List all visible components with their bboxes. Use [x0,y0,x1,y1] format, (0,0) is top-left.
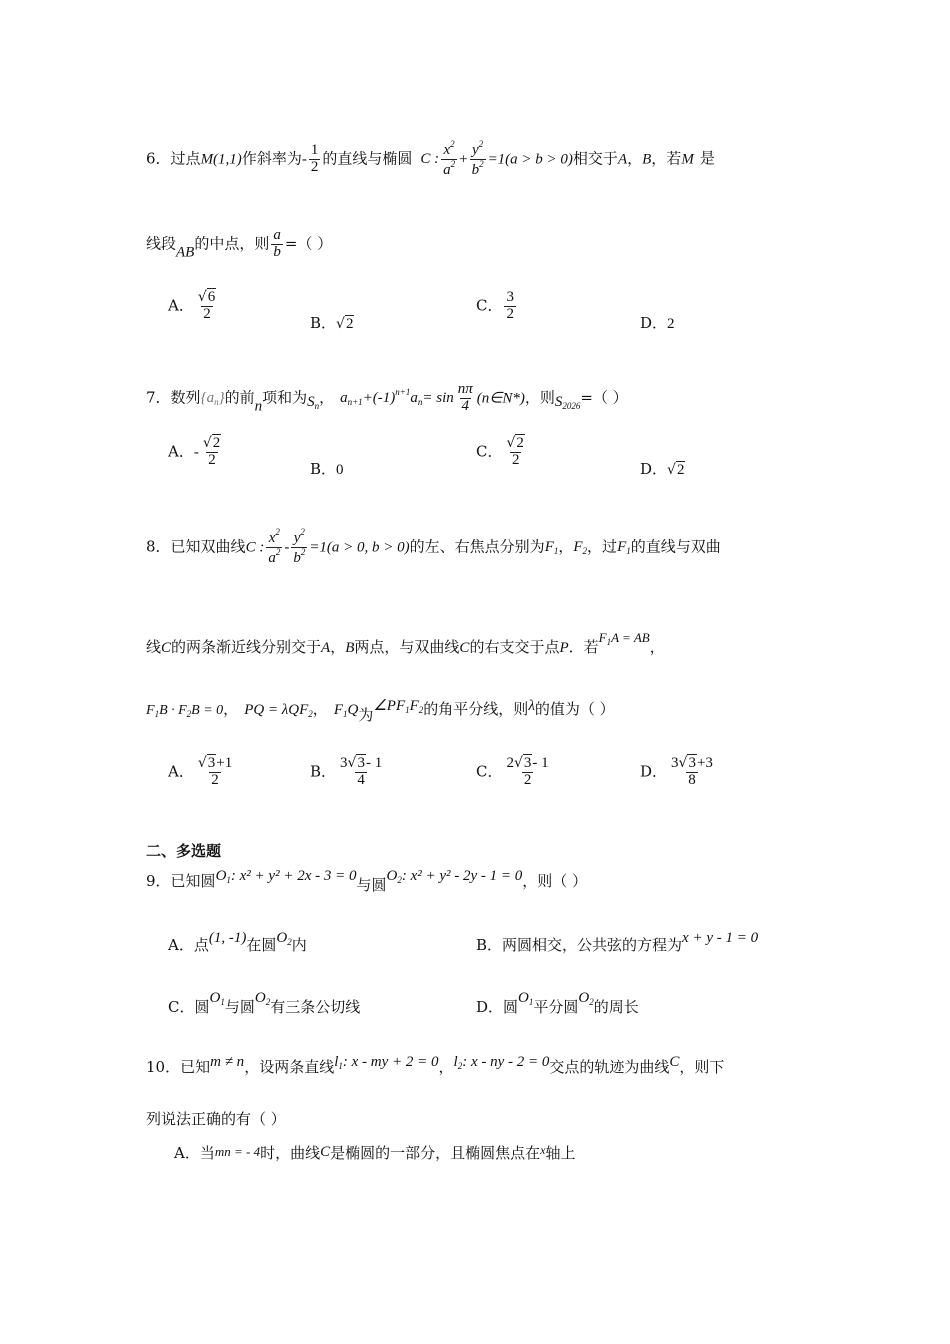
option-text: 当 [199,1144,215,1162]
q8-F1Q: Q [347,702,359,718]
denominator: 4 [357,771,365,788]
q8-line1: 8．已知双曲线C : $\frac{x^2}{a^2}$ - $\frac{y^2}{b^2}$ =1(a > 0, b > 0)的左、右焦点分别为$F_1$，$F_2$，过$F_1$的直线与双曲 [146,527,721,566]
q8-dot-product: $F_1B \cdot F_2B = 0$ [146,703,224,719]
radicand: 3 [523,755,532,771]
option-text: 圆 [503,998,519,1016]
q7-text: 数列 [170,388,201,407]
option-label: B． [310,314,337,332]
q6-slope-den: 2 [310,158,319,175]
q6-slope [309,143,321,176]
radicand: 2 [345,316,354,332]
q9-text: 已知圆 [170,872,216,890]
denominator: 2 [203,305,211,322]
q9-circle1-eq: $O_1$: x² + y² + 2x - 3 = 0 [215,868,357,885]
q7-sin-arg [456,382,475,415]
q8-text: 已知双曲线 [170,537,246,556]
option-value: $\frac{√6}{2}$ [197,289,216,322]
num-tail: +3 [696,755,713,771]
q8-line2 [146,630,665,657]
recur-plus: +(-1) [362,390,396,407]
hyp-y: y [293,530,301,546]
q7-n: n [254,398,263,415]
q8-F1: F [544,539,554,556]
q6-text: 过点 [170,149,201,168]
q10-number: 10． [146,1058,181,1076]
option-text: 圆 [194,998,210,1016]
numerator: 3 [506,289,514,305]
q9-option-d[interactable]: D．圆$O_1$平分圆$O_2$的周长 [476,990,639,1016]
q8-text: 为 [358,706,374,724]
q9-O: O [578,990,590,1006]
sign: - [193,444,199,461]
option-label: A． [168,296,194,315]
q6-A: A [617,151,628,168]
option-value: 2 [667,316,675,332]
q9-O: O [518,990,529,1006]
q9-option-c[interactable]: C．圆$O_1$与圆$O_2$有三条公切线 [168,990,361,1016]
q7-domain: (n∈N*) [476,390,525,407]
q9-option-a[interactable]: A．点(1, -1)在圆$O_2$内 [168,930,307,954]
q10-text: ，设两条直线 [244,1058,335,1076]
option-label: A． [168,936,194,954]
q9-text: 与圆 [356,876,387,894]
option-label: C． [476,296,503,315]
coefficient: 3 [671,755,679,771]
denominator: 8 [688,771,696,788]
option-label: C． [168,998,195,1016]
q8-text: 的值为（ ） [534,700,615,718]
q6-ellipse-label: C : [420,151,440,168]
q8-option-d[interactable]: D． $\frac{3√3+3}{8}$ [640,755,713,788]
q8-B: B [345,640,355,656]
section-heading: 二、多选题 [146,842,222,860]
option-text: 平分圆 [533,998,579,1016]
coefficient: 2 [506,755,514,771]
q6-option-d[interactable] [640,312,675,333]
denominator: 2 [523,771,532,788]
option-label: A． [174,1144,200,1162]
q10-line2: 列说法正确的有（ ） [146,1110,286,1128]
option-label: D． [640,314,668,332]
sin-num: nπ [457,381,473,397]
q10-l1-eq: : x - my + 2 = 0 [342,1054,439,1070]
q8-angle-pf: ∠PF [373,698,406,714]
denominator: 2 [511,451,520,468]
q10-text: ，则下 [679,1058,725,1076]
option-label: A． [168,442,194,461]
option-value: 0 [336,462,344,478]
hyp-b: b [293,549,301,566]
option-label: C． [476,442,503,461]
q8-A: A [321,640,331,656]
option-text: 是椭圆的一部分，且椭圆焦点在 [330,1144,541,1162]
q8-text: ，过 [587,537,618,556]
q6-comma: ， [627,149,643,168]
radicand: 2 [516,435,524,451]
ratio-den: b [273,243,281,260]
radicand: 3 [207,755,216,771]
radicand: 3 [357,755,365,771]
q6-ellipse-xfrac: $\frac{x^2}{a^2}$ [443,139,456,178]
q10-l2-eq: : x - ny - 2 = 0 [462,1054,550,1070]
option-label: B． [476,936,503,954]
option-text: 的周长 [593,998,639,1016]
q7-option-d[interactable]: D．√2 [640,460,685,478]
q10-line1-eq: $l_1$: x - my + 2 = 0 [334,1054,439,1071]
q9-O: O [276,930,288,946]
q10-line2-eq: $l_2$: x - ny - 2 = 0 [453,1054,550,1071]
q9-O: O [386,868,398,884]
hyp-minus: - [284,539,290,556]
recur-sup: n+1 [395,387,411,398]
radicand: 2 [676,462,685,478]
recur-eq: = sin [422,390,454,407]
recur-sub: n+1 [347,397,363,408]
q10-x-axis: x [540,1143,546,1157]
q9-O: O [215,868,227,884]
q7-Sn: S [307,394,315,411]
q6-ellipse-tail: =1(a > b > 0) [487,151,573,168]
q8-lambda: λ [528,698,535,714]
q8-angle: $\angle PF_1F_2$ [373,698,424,715]
q9-chord-eq: x + y - 1 = 0 [682,930,759,946]
q9-O: O [209,990,221,1006]
q6-option-a[interactable] [168,290,220,323]
q10-l: l [334,1054,339,1070]
q6-text: 的中点，则 [194,234,270,253]
option-text: 时，曲线 [260,1144,321,1162]
q6-text: 作斜率为 [241,149,302,168]
q6-number: 6． [146,149,171,168]
q7-option-b[interactable] [310,458,344,479]
q9-text: ，则（ ） [522,872,588,890]
ellipse-y: y [471,142,479,158]
ellipse-a: a [443,161,451,178]
radicand: 3 [688,755,696,771]
q8-F1: F [617,539,627,556]
q6-point: M(1,1) [200,151,242,168]
option-text: 内 [291,936,307,954]
q10-C: C [320,1144,331,1160]
q8-P: P [559,640,569,656]
q8-text: 的直线与双曲 [630,537,721,556]
option-label: A． [168,762,194,781]
q9-line1 [146,868,587,895]
coefficient: 3 [340,755,348,771]
q8-F1A-eq: A = AB [611,630,650,645]
q8-F2: F [573,539,583,556]
option-label: D． [476,998,504,1016]
q7-text: 项和为 [262,388,308,407]
q10-text: 交点的轨迹为曲线 [549,1058,670,1076]
option-label: D． [640,460,668,478]
q7-option-c[interactable]: C． $\frac{√2}{2}$ [476,435,524,468]
q6-line2 [146,228,332,261]
q6-ratio [271,228,283,261]
q8-F1: F [146,703,155,718]
option-text: 点 [193,936,209,954]
hyp-a: a [268,549,276,566]
radicand: 6 [207,289,216,305]
q6-line1: 6．过点M(1,1)作斜率为- $\frac{1}{2}$ 的直线与椭圆 C : $\frac{x^2}{a^2}$ + $\frac{y^2}{b^2}$ =1(a > b > 0)相交于A，B，若M 是 [146,139,715,178]
q7-text: ， [319,388,335,407]
option-label: C． [476,762,503,781]
q9-O1-eq: : x² + y² + 2x - 3 = 0 [230,868,357,884]
q9-number: 9． [146,872,171,890]
denominator: 2 [211,771,219,788]
q9-O2-eq: : x² + y² - 2y - 1 = 0 [401,868,523,884]
ratio-num: a [273,227,281,243]
q10-C: C [669,1054,680,1070]
hyp-x: x [268,530,276,546]
q10-l: l [453,1054,458,1070]
q8-hyperbola-tail: =1(a > 0, b > 0) [309,539,410,556]
q6-text: 相交于 [572,149,618,168]
q7-an: a [206,390,215,407]
q8-text: 两点，与双曲线 [354,638,460,656]
q6-text: 线段 [146,234,177,253]
q8-angle-f: F [409,698,419,714]
q8-text: ．若 [568,638,599,656]
q7-option-a[interactable]: A．- $\frac{√2}{2}$ [168,435,221,468]
q8-text: 的右支交于点 [469,638,560,656]
q6-option-c[interactable] [476,290,518,323]
denominator: 2 [506,305,514,322]
q9-point: (1, -1) [208,930,247,946]
option-text: 两圆相交，公共弦的方程为 [502,936,683,954]
q8-text: ， [312,700,328,718]
q10-text: 已知 [180,1058,211,1076]
q8-option-c[interactable]: C． $\frac{2√3- 1}{2}$ [476,755,549,788]
q6-B: B [642,151,652,168]
q10-option-a[interactable] [174,1142,576,1163]
q8-text: ， [649,638,665,656]
q8-vector-eq: $F_1A$ = AB [598,630,650,647]
q7-recurrence [340,387,454,408]
q8-dot: B · F [159,703,187,718]
q8-option-b[interactable]: B． $\frac{3√3- 1}{4}$ [310,755,383,788]
q8-pq: PQ = λQF$_2$ [244,702,313,719]
q7-text: ，则 [524,388,555,407]
q8-text: 的两条渐近线分别交于 [171,638,322,656]
option-text: 与圆 [224,998,255,1016]
q8-C: C [459,640,470,656]
option-label: D． [640,762,668,781]
sin-den: 4 [461,397,470,414]
q8-dot2: B = 0 [191,703,224,718]
denominator: 2 [208,451,216,468]
q8-hyperbola-label: C : [245,539,265,556]
q8-C: C [161,640,172,656]
radicand: 2 [212,435,221,451]
q9-O: O [254,990,266,1006]
q8-text: 的左、右焦点分别为 [409,537,545,556]
q8-text: ， [558,537,574,556]
q8-line3: $F_1B \cdot F_2B = 0$， PQ = λQF$_2$， $F_1Q$为$\angle PF_1F_2$的角平分线，则λ的值为（ ） [146,698,615,724]
option-label: B． [310,460,337,478]
q6-text: 是 [699,149,715,168]
q8-F1: F [598,630,607,645]
num-tail: +1 [216,755,233,771]
option-label: B． [310,762,337,781]
q7-paren: =（ ） [580,388,628,407]
option-text: 在圆 [246,936,277,954]
q7-S2026: S [554,394,563,411]
q10-text: ， [438,1058,454,1076]
recur-a: a [410,390,418,407]
q6-option-b[interactable]: B．√2 [310,314,354,332]
q7-S2026-sub: 2026 [562,401,581,412]
q8-PQ: PQ = λQF [244,702,309,718]
q7-line1: 7．数列$\{a_n\}$的前n项和为$S_n$， $a_{n+1}+(-1)^{n+1}a_n= \sin$ $\frac{n\pi}{4}$ (n∈N*)，则$S_{2026}=$（ ） [146,381,628,415]
option-text: 轴上 [545,1144,576,1162]
num-tail: - 1 [365,755,383,771]
q10-m-neq-n: m ≠ n [210,1054,245,1070]
q6-M: M [681,151,694,168]
q8-text: ， [223,700,239,718]
q9-circle2-eq: $O_2$: x² + y² - 2y - 1 = 0 [386,868,523,885]
q8-text: ， [330,638,346,656]
q10-mn-value: mn = - 4 [214,1144,261,1159]
q7-number: 7． [146,388,171,407]
recur-sub: n [417,397,423,408]
q6-paren: =（ ） [284,234,333,253]
q6-slope-num: 1 [310,142,319,158]
q10-line1 [146,1054,724,1077]
q6-text: 的直线与椭圆 [322,149,413,168]
q6-ellipse-yfrac: $\frac{y^2}{b^2}$ [471,139,484,178]
q8-text: 线 [146,638,162,656]
q8-F1: F [333,702,343,718]
q6-text: ，若 [651,149,682,168]
num-tail: - 1 [532,755,549,771]
q7-text: 的前 [224,388,255,407]
ellipse-x: x [443,142,451,158]
ellipse-b: b [471,161,480,178]
option-text: 有三条公切线 [270,998,361,1016]
q8-option-a[interactable]: A． $\frac{√3+1}{2}$ [168,755,233,788]
q9-option-b[interactable] [476,930,758,955]
q6-slope-sign: - [301,151,307,168]
recur-a: a [340,390,348,407]
q8-text: 的角平分线，则 [423,700,529,718]
q6-AB: AB [176,244,195,261]
option-value [504,290,516,323]
q8-number: 8． [146,537,171,556]
